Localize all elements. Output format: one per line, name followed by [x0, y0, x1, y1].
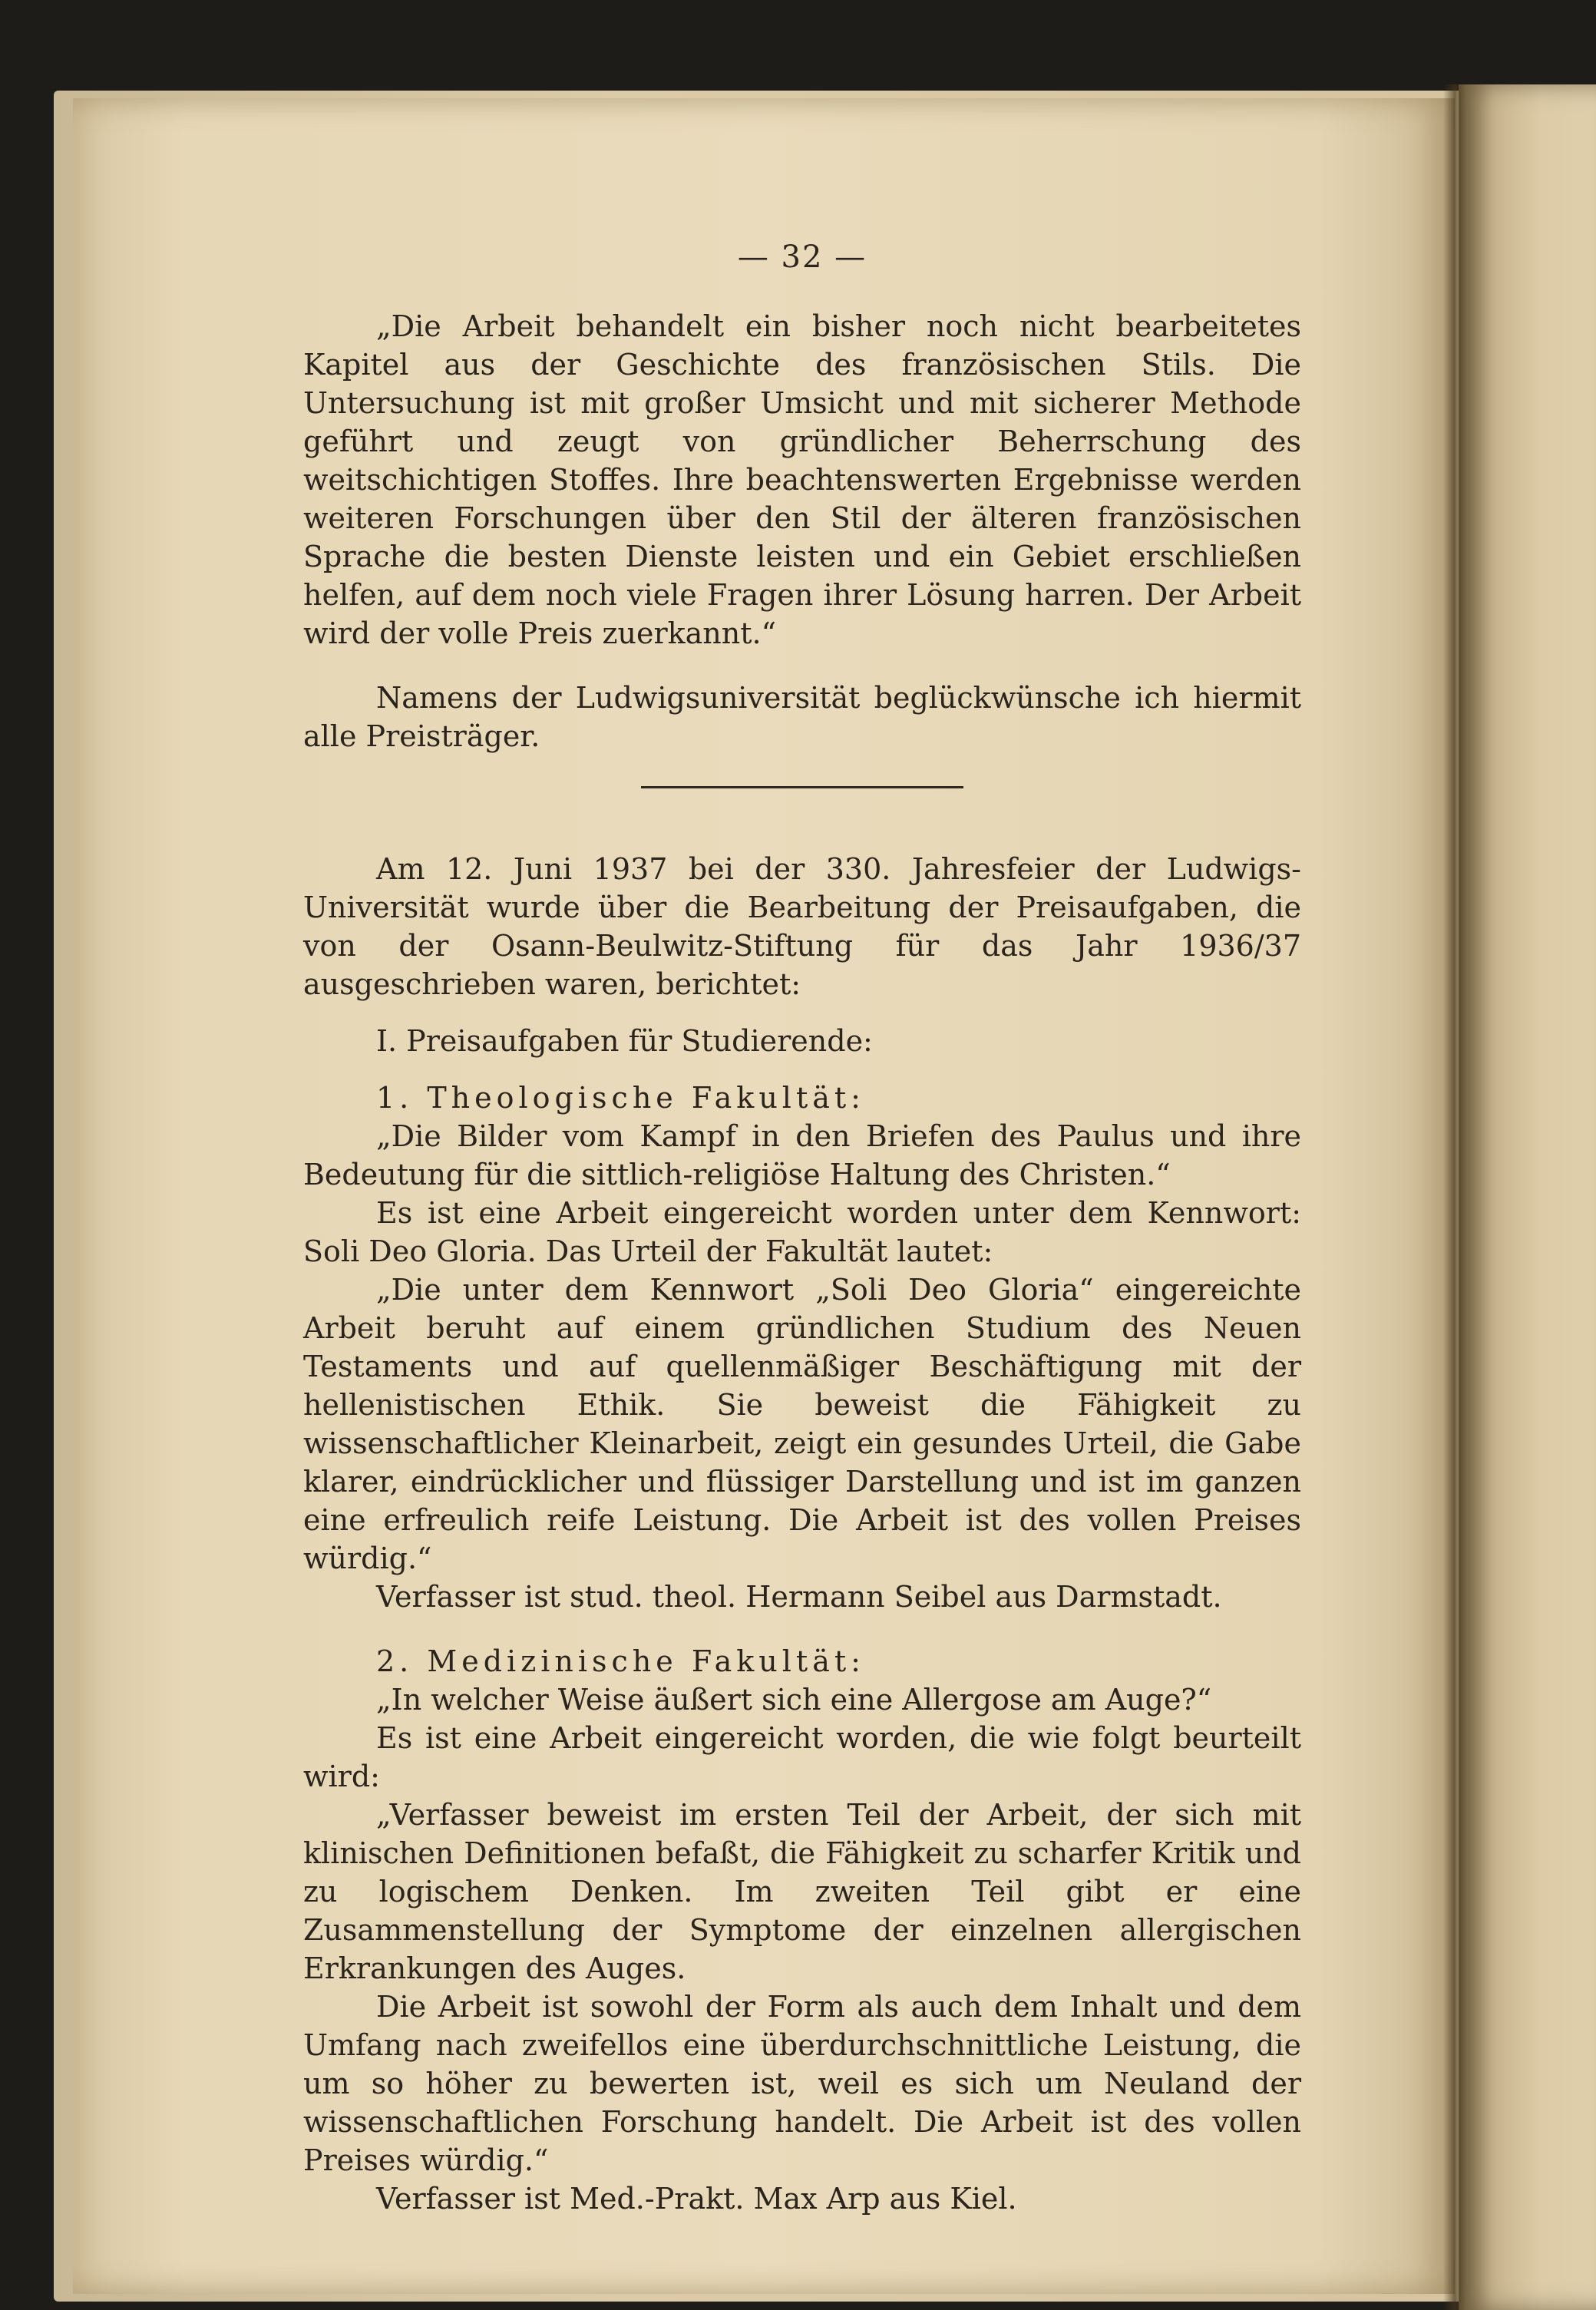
paragraph-theology-topic: „Die Bilder vom Kampf in den Briefen des Paulus und ihre Bedeutung für die sittlich-religiöse Haltung des Christen.“: [303, 1119, 1301, 1191]
paragraph-theology-verdict: „Die unter dem Kennwort „Soli Deo Gloria“ eingereichte Arbeit beruht auf einem gründlichen Studium des Neuen Testaments und auf quellenmäßiger Beschäftigung mit der hellenistischen Ethik. Sie beweist die Fähigkeit zu wissenschaftlicher Kleinarbeit, zeigt ein gesundes Urteil, die Gabe klarer, eindrücklicher und flüssiger Darstellung und ist im ganzen eine erfreulich reife Leistung. Die Arbeit ist des vollen Preises würdig.“: [303, 1273, 1301, 1575]
paragraph-medicine-verdict-part2: Die Arbeit ist sowohl der Form als auch dem Inhalt und dem Umfang nach zweifellos eine überdurchschnittliche Leistung, die um so höher zu bewerten ist, weil es sich um Neuland der wissenschaftlichen Forschung handelt. Die Arbeit ist des vollen Preises würdig.“: [303, 1990, 1301, 2177]
paragraph-theology-author: Verfasser ist stud. theol. Hermann Seibel aus Darmstadt.: [376, 1580, 1222, 1614]
heading-preisaufgaben-studierende: I. Preisaufgaben für Studierende:: [376, 1024, 873, 1058]
page-content: [303, 238, 1301, 2218]
section-divider: [641, 786, 963, 788]
paragraph-medicine-topic: „In welcher Weise äußert sich eine Allergose am Auge?“: [376, 1683, 1212, 1717]
paragraph-congratulations: Namens der Ludwigsuniversität beglückwünsche ich hiermit alle Preisträger.: [303, 681, 1301, 753]
book-gutter: [1443, 84, 1466, 2310]
heading-theologische-fakultaet: 1. Theologische Fakultät:: [376, 1081, 865, 1115]
facing-page: [1459, 84, 1596, 2310]
heading-medizinische-fakultaet: 2. Medizinische Fakultät:: [376, 1644, 865, 1678]
paragraph-medicine-verdict-part1: „Verfasser beweist im ersten Teil der Arbeit, der sich mit klinischen Definitionen befaßt, die Fähigkeit zu scharfer Kritik und zu logischem Denken. Im zweiten Teil gibt er eine Zusammenstellung der Symptome der einzelnen allergischen Erkrankungen des Auges.: [303, 1798, 1301, 1985]
page-number-text: — 32 —: [737, 240, 867, 275]
page-number: [303, 238, 1301, 276]
paragraph-jahresfeier-report: Am 12. Juni 1937 bei der 330. Jahresfeier der Ludwigs-Universität wurde über die Bearbeitung der Preisaufgaben, die von der Osann-Beulwitz-Stiftung für das Jahr 1936/37 ausgeschrieben waren, berichtet:: [303, 852, 1301, 1001]
paragraph-medicine-author: Verfasser ist Med.-Prakt. Max Arp aus Kiel.: [376, 2182, 1017, 2216]
paragraph-theology-submission: Es ist eine Arbeit eingereicht worden unter dem Kennwort: Soli Deo Gloria. Das Urteil der Fakultät lautet:: [303, 1196, 1301, 1268]
paragraph-medicine-submission: Es ist eine Arbeit eingereicht worden, die wie folgt beurteilt wird:: [303, 1721, 1301, 1793]
paragraph-jury-verdict-stil: „Die Arbeit behandelt ein bisher noch nicht bearbeitetes Kapitel aus der Geschichte des französischen Stils. Die Untersuchung ist mit großer Umsicht und mit sicherer Methode geführt und zeugt von gründlicher Beherrschung des weitschichtigen Stoffes. Ihre beachtenswerten Ergebnisse werden weiteren Forschungen über den Stil der älteren französischen Sprache die besten Dienste leisten und ein Gebiet erschließen helfen, auf dem noch viele Fragen ihrer Lösung harren. Der Arbeit wird der volle Preis zuerkannt.“: [303, 309, 1301, 650]
